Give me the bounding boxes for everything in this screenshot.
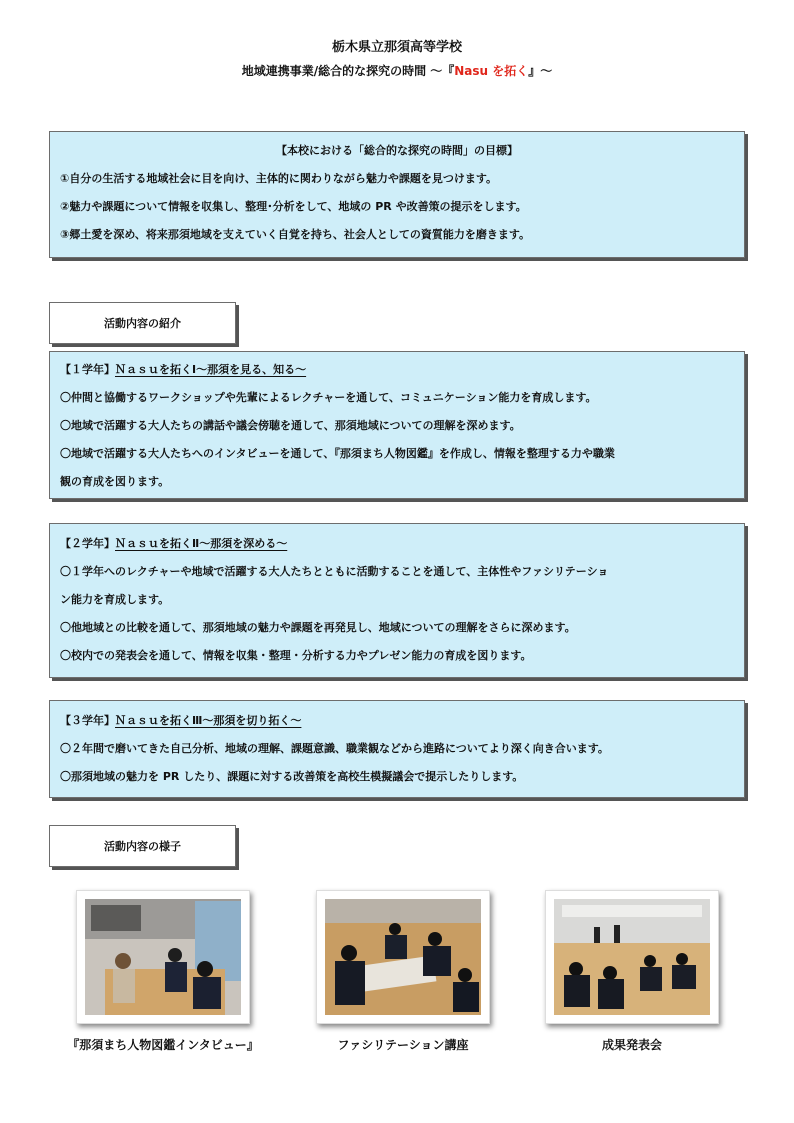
- goals-title: 【本校における「総合的な探究の時間」の目標】: [276, 144, 518, 157]
- subtitle-prefix: 地域連携事業/総合的な探究の時間 ～『: [241, 64, 455, 78]
- grade1-title: Ｎａｓｕを拓くⅠ～那須を見る、知る～: [115, 363, 307, 376]
- grade2-prefix: 【２学年】: [60, 537, 115, 550]
- presentation-photo-image: [554, 899, 710, 1015]
- grade3-box: [49, 700, 745, 798]
- school-name: 栃木県立那須高等学校: [331, 40, 462, 55]
- grade1-line-2: 〇地域で活躍する大人たちの講話や議会傍聴を通して、那須地域についての理解を深めます。: [60, 419, 521, 432]
- subtitle-suffix: 』～: [528, 64, 553, 78]
- subtitle-highlight: Nasu を拓く: [454, 64, 529, 78]
- grade2-box: [49, 523, 745, 678]
- caption-interview: 『那須まち人物図鑑インタビュー』: [67, 1038, 259, 1052]
- photos-section-label: 活動内容の様子: [49, 825, 236, 867]
- caption-facilitation: ファシリテーション講座: [337, 1038, 469, 1052]
- interview-photo-image: [85, 899, 241, 1015]
- grade2-line-4: 〇校内での発表会を通して、情報を収集・整理・分析する力やプレゼン能力の育成を図ります。: [60, 649, 532, 662]
- photo-facilitation: [316, 890, 490, 1024]
- photo-presentation: [545, 890, 719, 1024]
- facilitation-photo-image: [325, 899, 481, 1015]
- grade3-title: Ｎａｓｕを拓くⅢ～那須を切り拓く～: [115, 714, 302, 727]
- grade1-line-3: 〇地域で活躍する大人たちへのインタビューを通して、『那須まち人物図鑑』を作成し、情報を整理する力や職業: [60, 447, 615, 460]
- grade1-line-4: 観の育成を図ります。: [60, 475, 170, 488]
- grade3-prefix: 【３学年】: [60, 714, 115, 727]
- grade3-line-1: 〇２年間で磨いてきた自己分析、地域の理解、課題意識、職業観などから進路についてより深く向き合います。: [60, 742, 609, 755]
- caption-presentation: 成果発表会: [601, 1038, 662, 1052]
- grade2-title: Ｎａｓｕを拓くⅡ～那須を深める～: [115, 537, 288, 550]
- grade2-line-1: 〇１学年へのレクチャーや地域で活躍する大人たちとともに活動することを通して、主体性やファシリテーショ: [60, 565, 609, 578]
- goals-box: [49, 131, 745, 258]
- grade1-heading: [60, 356, 734, 384]
- page-subtitle: [0, 62, 794, 79]
- goal-item-2: ②魅力や課題について情報を収集し、整理･分析をして、地域の PR や改善策の提示をします。: [60, 200, 527, 213]
- grade2-heading: [60, 530, 734, 558]
- activities-section-label: 活動内容の紹介: [49, 302, 236, 344]
- grade1-line-1: 〇仲間と協働するワークショップや先輩によるレクチャーを通して、コミュニケーション能力を育成します。: [60, 391, 597, 404]
- grade2-line-2: ン能力を育成します。: [60, 593, 170, 606]
- grade1-prefix: 【１学年】: [60, 363, 115, 376]
- grade1-box: [49, 351, 745, 499]
- grade3-line-2: 〇那須地域の魅力を PR したり、課題に対する改善策を高校生模擬議会で提示したりします。: [60, 770, 524, 783]
- goal-item-3: ③郷土愛を深め、将来那須地域を支えていく自覚を持ち、社会人としての資質能力を磨きます。: [60, 228, 530, 241]
- grade3-heading: [60, 707, 734, 735]
- photo-interview: [76, 890, 250, 1024]
- goal-item-1: ①自分の生活する地域社会に目を向け、主体的に関わりながら魅力や課題を見つけます。: [60, 172, 497, 185]
- grade2-line-3: 〇他地域との比較を通して、那須地域の魅力や課題を再発見し、地域についての理解をさらに深めます。: [60, 621, 576, 634]
